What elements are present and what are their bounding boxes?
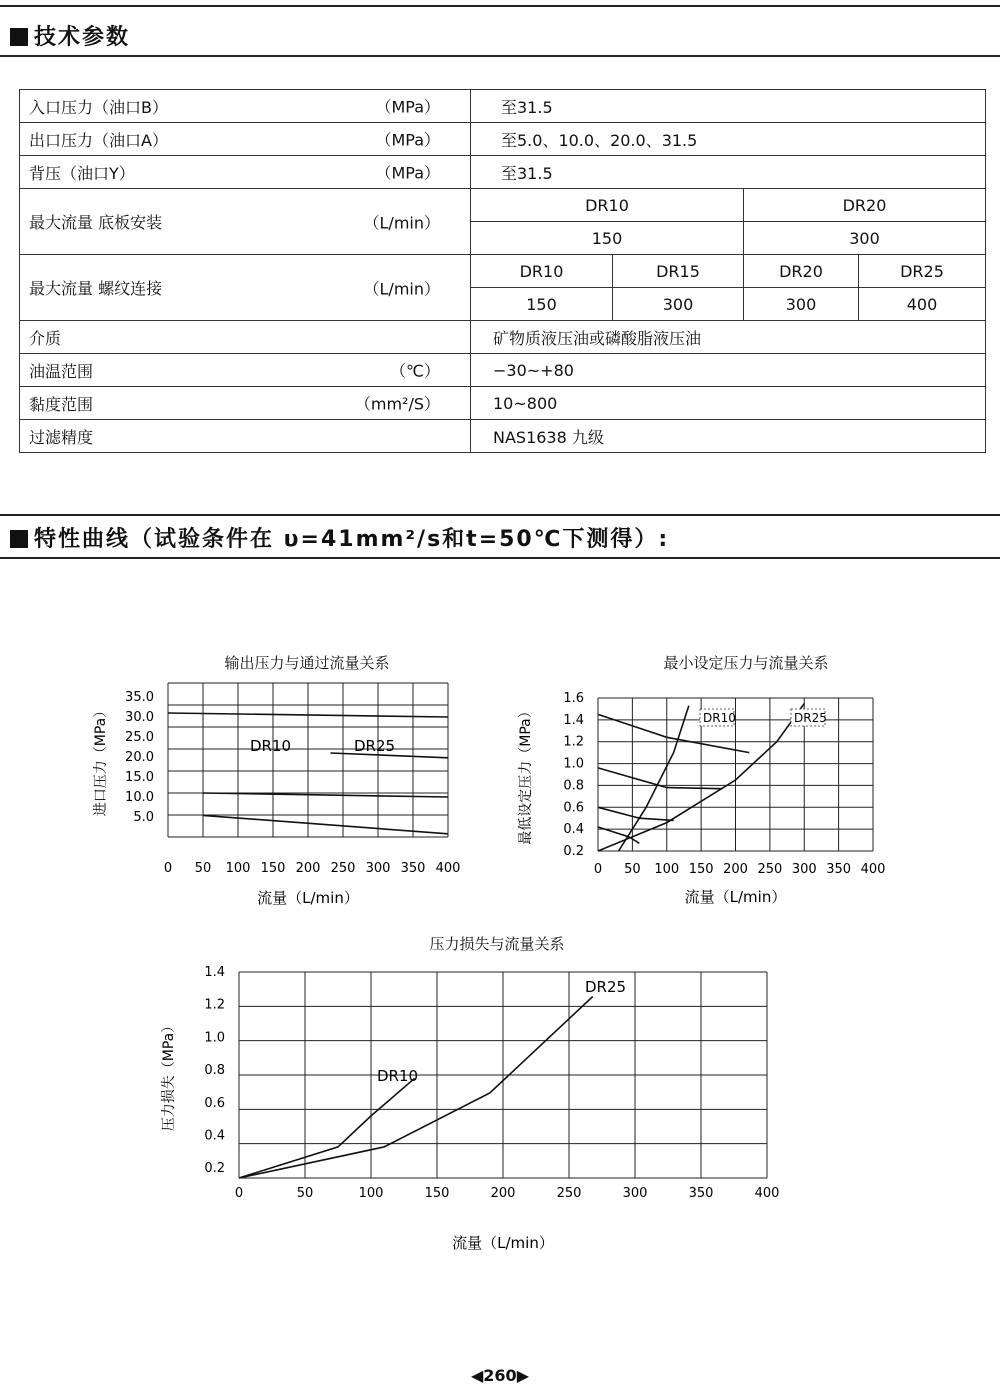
row-label: 出口压力（油口A） (29, 130, 168, 150)
section-rule (0, 557, 1000, 559)
section-rule (0, 514, 1000, 516)
row-unit: （MPa） (375, 97, 440, 117)
value-cell: 300 (613, 288, 744, 321)
y-tick-label: 15.0 (125, 770, 154, 785)
y-tick-label: 35.0 (125, 690, 154, 705)
section-title-curves: 特性曲线（试验条件在 υ=41mm²/s和t=50℃下测得）: (10, 522, 669, 553)
chart-title: 压力损失与流量关系 (429, 935, 565, 953)
series-line (203, 793, 448, 797)
x-tick-label: 100 (654, 862, 680, 877)
table-row (20, 189, 986, 222)
value-cell: 400 (859, 288, 986, 321)
y-tick-label: 0.2 (563, 844, 584, 859)
row-unit: （mm²/S） (354, 394, 440, 414)
row-value: 至31.5 (471, 156, 986, 189)
y-tick-label: 1.0 (563, 756, 584, 772)
row-value: 至31.5 (471, 90, 986, 123)
series-annotation: DR25 (794, 711, 827, 725)
model-cell: DR25 (859, 255, 986, 288)
x-tick-label: 200 (295, 861, 321, 876)
page-number: ◀260▶ (470, 1366, 529, 1385)
x-tick-label: 350 (826, 862, 852, 877)
value-cell: 150 (471, 222, 744, 255)
y-axis-label: 压力损失（MPa） (161, 1018, 177, 1132)
section-rule (0, 55, 1000, 57)
section-title-specs: 技术参数 (10, 20, 130, 51)
row-label: 最大流量 底板安装 (29, 213, 163, 232)
model-cell: DR20 (744, 255, 859, 288)
row-unit: （MPa） (375, 163, 440, 183)
table-row (20, 354, 986, 387)
y-tick-label: 0.6 (563, 800, 584, 816)
y-tick-label: 0.4 (563, 822, 584, 838)
series-line (239, 1078, 415, 1178)
chart-min-set-pressure (510, 690, 930, 915)
x-tick-label: 400 (860, 862, 886, 877)
chart-title: 最小设定压力与流量关系 (663, 654, 829, 672)
row-value: 至5.0、10.0、20.0、31.5 (471, 123, 986, 156)
row-unit: （L/min） (363, 279, 440, 298)
x-tick-label: 150 (424, 1186, 450, 1201)
x-tick-label: 150 (260, 861, 286, 876)
x-tick-label: 100 (358, 1186, 384, 1201)
chart-output-pressure (80, 675, 490, 915)
x-tick-label: 0 (234, 1186, 244, 1201)
x-tick-label: 250 (330, 861, 356, 876)
model-cell: DR10 (471, 189, 744, 222)
y-tick-label: 1.0 (204, 1030, 225, 1046)
x-tick-label: 100 (225, 861, 251, 876)
x-tick-label: 200 (490, 1186, 516, 1201)
y-tick-label: 1.4 (563, 712, 584, 728)
row-unit: （℃） (390, 361, 440, 381)
value-cell: 300 (744, 222, 986, 255)
bullet-square-icon (10, 28, 28, 46)
x-tick-label: 350 (400, 861, 426, 876)
row-label: 最大流量 螺纹连接 (29, 279, 163, 298)
row-value: −30~+80 (471, 354, 986, 387)
table-row (20, 387, 986, 420)
bullet-square-icon (10, 530, 28, 548)
table-row (20, 420, 986, 453)
row-unit: （L/min） (363, 213, 440, 232)
x-axis-label: 流量（L/min） (257, 889, 359, 907)
series-line (203, 815, 448, 833)
value-cell: 300 (744, 288, 859, 321)
row-value: 矿物质液压油或磷酸脂液压油 (471, 321, 986, 354)
table-row (20, 255, 986, 288)
y-tick-label: 25.0 (125, 730, 154, 745)
y-tick-label: 10.0 (125, 790, 154, 805)
table-row (20, 123, 986, 156)
x-tick-label: 300 (365, 861, 391, 876)
y-tick-label: 1.2 (563, 734, 584, 750)
y-tick-label: 1.2 (204, 997, 225, 1013)
series-annotation: DR10 (703, 711, 736, 725)
y-tick-label: 0.4 (204, 1128, 225, 1144)
table-row (20, 156, 986, 189)
table-row (20, 90, 986, 123)
x-tick-label: 250 (556, 1186, 582, 1201)
x-tick-label: 200 (723, 862, 748, 877)
row-value: 10~800 (471, 387, 986, 420)
y-tick-label: 0.2 (204, 1161, 225, 1177)
x-tick-label: 0 (593, 862, 603, 877)
series-annotation: DR10 (250, 737, 292, 755)
x-tick-label: 50 (624, 862, 641, 877)
y-tick-label: 0.6 (204, 1095, 225, 1111)
row-value: NAS1638 九级 (471, 420, 986, 453)
x-tick-label: 400 (754, 1186, 780, 1201)
y-tick-label: 30.0 (125, 710, 154, 725)
row-label: 入口压力（油口B） (29, 97, 168, 117)
x-tick-label: 0 (163, 861, 173, 876)
value-cell: 150 (471, 288, 613, 321)
x-axis-label: 流量（L/min） (452, 1234, 554, 1252)
row-label: 黏度范围 (29, 394, 94, 414)
x-tick-label: 300 (622, 1186, 648, 1201)
y-axis-label: 最低设定压力（MPa） (518, 704, 534, 845)
series-annotation: DR10 (377, 1067, 419, 1085)
model-cell: DR10 (471, 255, 613, 288)
y-tick-label: 1.6 (563, 691, 584, 706)
table-row (20, 321, 986, 354)
row-label: 背压（油口Y） (29, 163, 135, 183)
y-tick-label: 20.0 (125, 750, 154, 765)
chart-pressure-loss (155, 960, 855, 1260)
series-line (239, 997, 593, 1179)
model-cell: DR20 (744, 189, 986, 222)
series-annotation: DR25 (585, 978, 627, 996)
y-tick-label: 0.8 (204, 1063, 225, 1079)
top-rule (0, 5, 1000, 7)
row-label: 过滤精度 (29, 427, 94, 447)
row-unit: （MPa） (375, 130, 440, 150)
x-axis-label: 流量（L/min） (684, 888, 787, 906)
x-tick-label: 50 (296, 1186, 314, 1201)
series-line (598, 807, 674, 820)
x-tick-label: 400 (435, 861, 461, 876)
y-tick-label: 0.8 (563, 778, 584, 794)
y-axis-label: 进口压力（MPa） (93, 703, 109, 817)
chart-title: 输出压力与通过流量关系 (224, 654, 390, 672)
row-label: 介质 (29, 328, 62, 348)
x-tick-label: 300 (791, 862, 817, 877)
spec-table (19, 89, 986, 453)
model-cell: DR15 (613, 255, 744, 288)
y-tick-label: 5.0 (133, 810, 154, 825)
x-tick-label: 250 (757, 862, 783, 877)
x-tick-label: 150 (688, 862, 714, 877)
x-tick-label: 350 (688, 1186, 714, 1201)
series-annotation: DR25 (354, 737, 396, 755)
y-tick-label: 1.4 (204, 965, 225, 980)
row-label: 油温范围 (29, 361, 94, 381)
x-tick-label: 50 (194, 861, 212, 876)
